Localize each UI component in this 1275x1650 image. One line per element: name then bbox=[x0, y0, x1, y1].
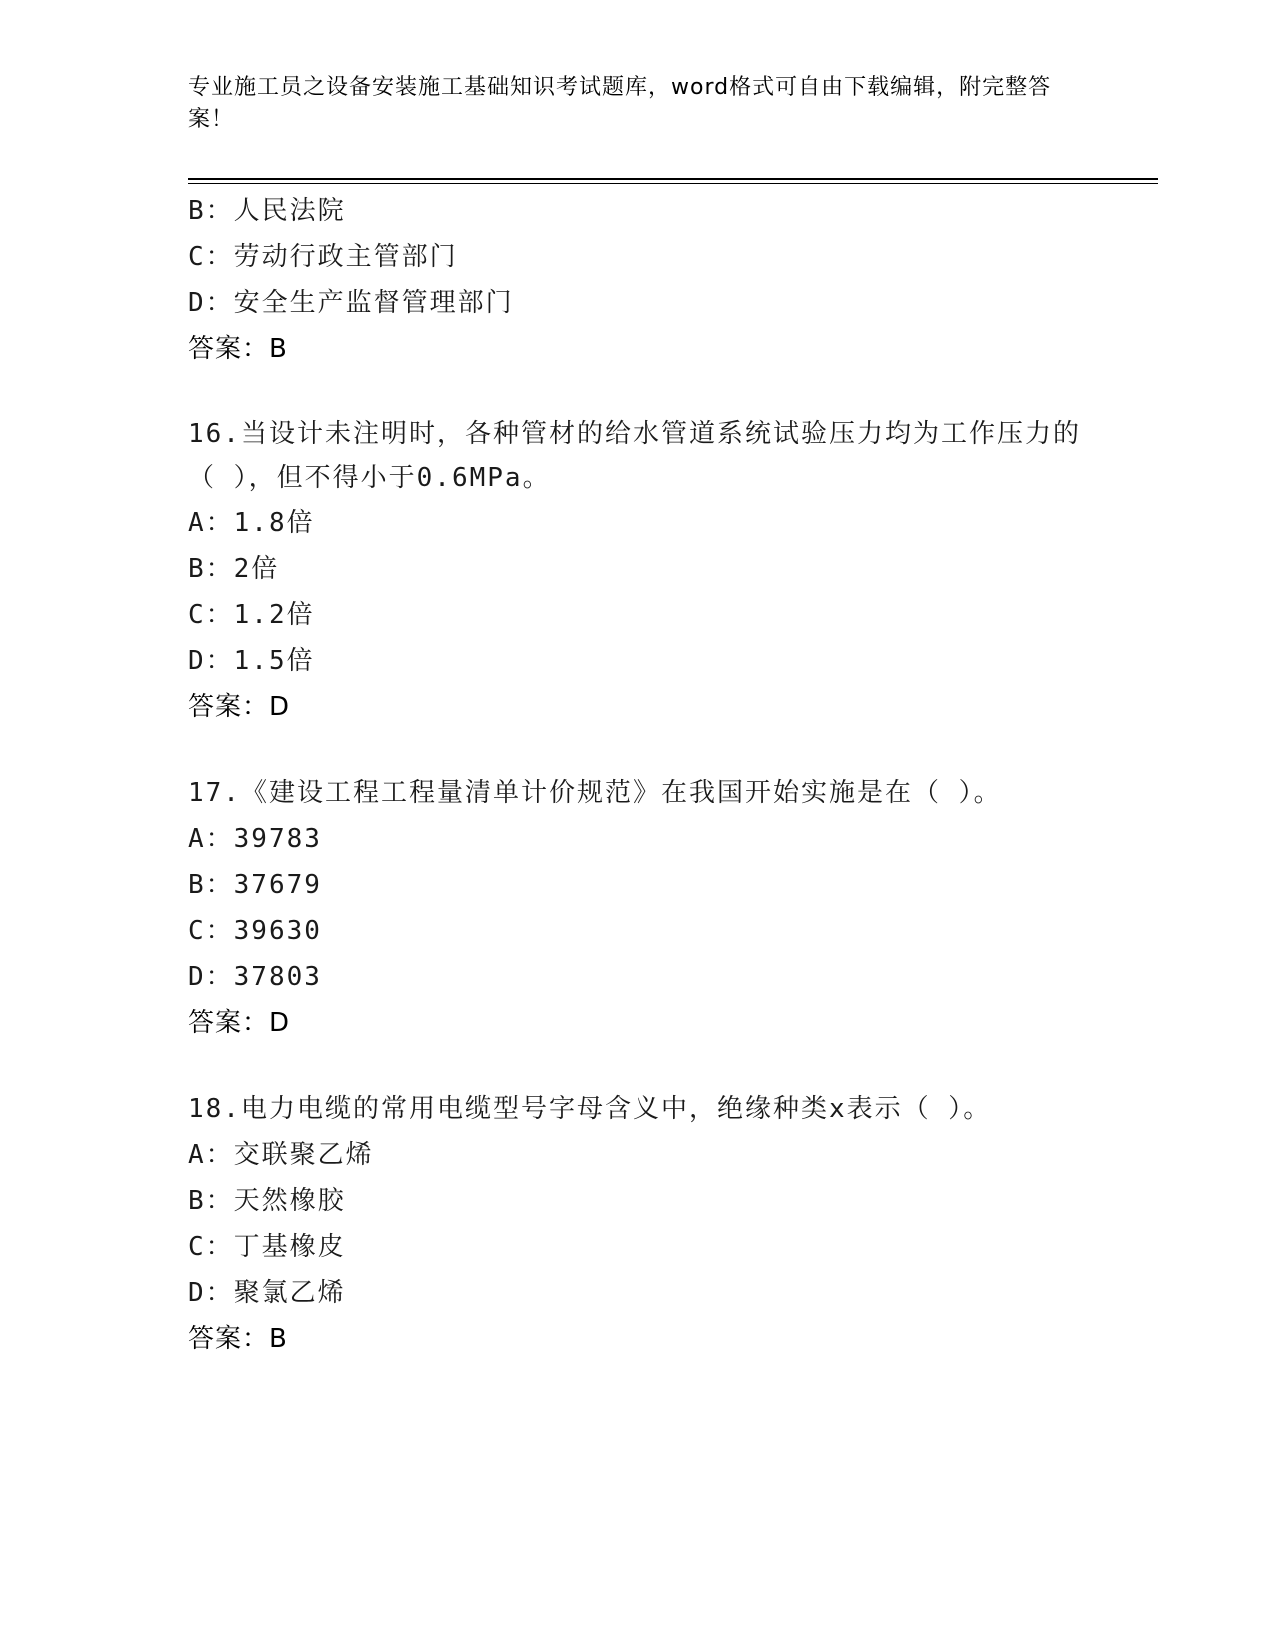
question-15-continued bbox=[188, 188, 1088, 372]
question-list bbox=[188, 188, 1088, 1362]
option-c: C：丁基橡皮 bbox=[188, 1232, 346, 1262]
page-header bbox=[188, 72, 1068, 136]
option-b: B：天然橡胶 bbox=[188, 1186, 346, 1216]
header-divider-thin bbox=[188, 183, 1158, 184]
question-spacer bbox=[188, 1046, 1088, 1086]
answer-line: 答案：D bbox=[188, 692, 291, 722]
question-stem: 16.当设计未注明时，各种管材的给水管道系统试验压力均为工作压力的（ ），但不得小于0.6MPa。 bbox=[188, 419, 1081, 493]
option-a: A：交联聚乙烯 bbox=[188, 1140, 374, 1170]
header-text: 专业施工员之设备安装施工基础知识考试题库，word格式可自由下载编辑，附完整答案！ bbox=[188, 75, 1052, 132]
answer-line: 答案：B bbox=[188, 1324, 288, 1354]
header-divider-thick bbox=[188, 178, 1158, 180]
option-b: B：人民法院 bbox=[188, 196, 346, 226]
option-d: D：安全生产监督管理部门 bbox=[188, 288, 514, 318]
answer-line: 答案：B bbox=[188, 334, 288, 364]
question-stem: 17.《建设工程工程量清单计价规范》在我国开始实施是在（ ）。 bbox=[188, 778, 1002, 808]
option-a: A：1.8倍 bbox=[188, 508, 315, 538]
option-d: D：聚氯乙烯 bbox=[188, 1278, 346, 1308]
question-18 bbox=[188, 1086, 1088, 1362]
option-c: C：劳动行政主管部门 bbox=[188, 242, 458, 272]
option-c: C：1.2倍 bbox=[188, 600, 315, 630]
question-16 bbox=[188, 412, 1088, 730]
option-d: D：1.5倍 bbox=[188, 646, 315, 676]
option-a: A：39783 bbox=[188, 824, 322, 854]
option-c: C：39630 bbox=[188, 916, 322, 946]
answer-line: 答案：D bbox=[188, 1008, 291, 1038]
question-17 bbox=[188, 770, 1088, 1046]
question-spacer bbox=[188, 372, 1088, 412]
option-d: D：37803 bbox=[188, 962, 322, 992]
option-b: B：2倍 bbox=[188, 554, 280, 584]
question-spacer bbox=[188, 730, 1088, 770]
question-stem: 18.电力电缆的常用电缆型号字母含义中，绝缘种类x表示（ ）。 bbox=[188, 1094, 992, 1124]
option-b: B：37679 bbox=[188, 870, 322, 900]
